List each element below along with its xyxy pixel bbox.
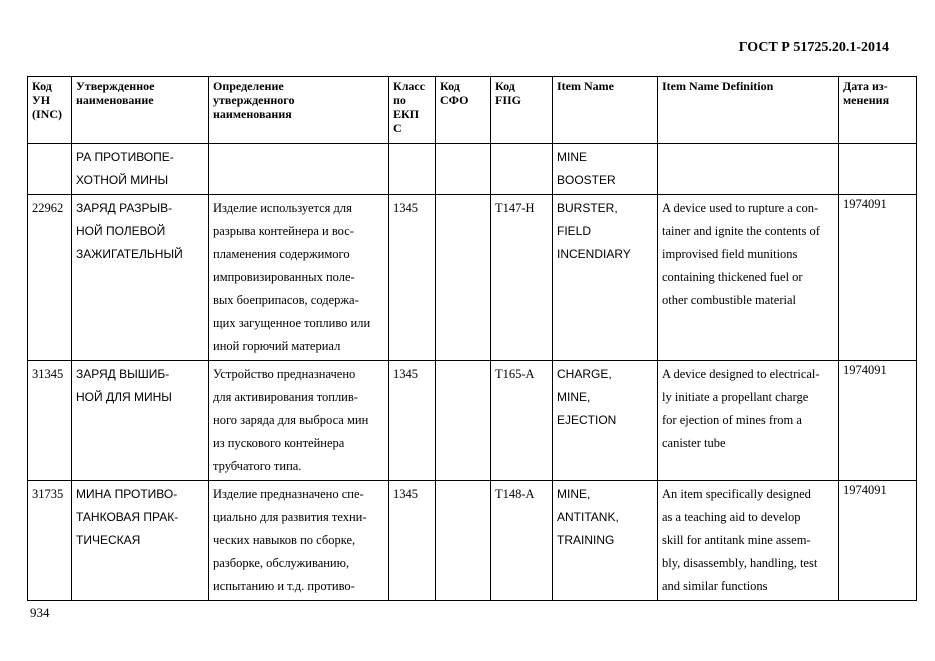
header-text-line: наименования — [213, 107, 292, 121]
header-text-line: Код — [32, 79, 52, 93]
page-number: 934 — [30, 605, 50, 620]
text-line: иной горючий материал — [213, 339, 341, 353]
header-text-line: Код — [495, 79, 515, 93]
cell-approved-name — [72, 481, 209, 601]
col-header-inc — [28, 77, 72, 144]
table-row — [28, 481, 917, 601]
text-line: Изделие используется для — [213, 201, 352, 215]
cell-definition — [209, 195, 389, 361]
cell-item-def — [658, 481, 839, 601]
col-header-item-name — [553, 77, 658, 144]
col-header-sfo — [436, 77, 491, 144]
header-text-line: наименование — [76, 93, 154, 107]
text-line: ТИЧЕСКАЯ — [76, 533, 141, 547]
cell-sfo — [436, 144, 491, 195]
header-text-line: Item Name — [557, 79, 614, 93]
text-line: разборке, обслуживанию, — [213, 556, 350, 570]
cell-value: 31735 — [32, 487, 64, 501]
header-text-line: С — [393, 121, 402, 135]
cell-value: 1974091 — [843, 483, 887, 497]
cell-value: 1974091 — [843, 363, 887, 377]
text-line: MINE — [557, 150, 587, 164]
text-line: TRAINING — [557, 533, 615, 547]
text-line: MINE, — [557, 390, 591, 404]
text-line: Изделие предназначено спе- — [213, 487, 364, 501]
text-line: испытанию и т.д. противо- — [213, 579, 355, 593]
text-line: and similar functions — [662, 579, 768, 593]
text-line: ного заряда для выброса мин — [213, 413, 369, 427]
table-row — [28, 144, 917, 195]
text-line: skill for antitank mine assem- — [662, 533, 811, 547]
cell-class — [389, 195, 436, 361]
text-line: BOOSTER — [557, 173, 616, 187]
header-text-line: FIIG — [495, 93, 522, 107]
header-text-line: СФО — [440, 93, 469, 107]
text-line: MINE, — [557, 487, 591, 501]
header-text-line: ЕКП — [393, 107, 420, 121]
text-line: пламенения содержимого — [213, 247, 350, 261]
text-line: canister tube — [662, 436, 726, 450]
cell-fiig — [491, 195, 553, 361]
cell-fiig — [491, 481, 553, 601]
cell-value: T147-H — [495, 201, 535, 215]
cell-definition — [209, 144, 389, 195]
text-line: Устройство предназначено — [213, 367, 356, 381]
text-line: An item specifically designed — [662, 487, 811, 501]
cell-fiig — [491, 361, 553, 481]
cell-item-def — [658, 195, 839, 361]
col-header-item-def — [658, 77, 839, 144]
text-line: ческих навыков по сборке, — [213, 533, 356, 547]
cell-class — [389, 361, 436, 481]
header-text-line: Item Name Definition — [662, 79, 774, 93]
cell-inc — [28, 361, 72, 481]
text-line: вых боеприпасов, содержа- — [213, 293, 359, 307]
cell-value: 31345 — [32, 367, 64, 381]
header-text-line: утвержденного — [213, 93, 295, 107]
text-line: containing thickened fuel or — [662, 270, 803, 284]
text-line: FIELD — [557, 224, 592, 238]
col-header-date — [839, 77, 917, 144]
header-text-line: Код — [440, 79, 460, 93]
cell-item-def — [658, 144, 839, 195]
cell-item-name — [553, 195, 658, 361]
cell-inc — [28, 144, 72, 195]
col-header-approved-name — [72, 77, 209, 144]
cell-class — [389, 481, 436, 601]
text-line: РА ПРОТИВОПЕ- — [76, 150, 174, 164]
cell-date — [839, 144, 917, 195]
text-line: CHARGE, — [557, 367, 612, 381]
cell-sfo — [436, 481, 491, 601]
cell-approved-name — [72, 361, 209, 481]
text-line: for ejection of mines from a — [662, 413, 802, 427]
header-text-line: Дата из- — [843, 79, 888, 93]
cell-date — [839, 361, 917, 481]
text-line: из пускового контейнера — [213, 436, 345, 450]
text-line: ЗАРЯД РАЗРЫВ- — [76, 201, 173, 215]
text-line: other combustible material — [662, 293, 796, 307]
cell-inc — [28, 195, 72, 361]
text-line: A device used to rupture a con- — [662, 201, 819, 215]
text-line: щих загущенное топливо или — [213, 316, 371, 330]
cell-value: T165-A — [495, 367, 535, 381]
cell-value: 22962 — [32, 201, 64, 215]
text-line: разрыва контейнера и вос- — [213, 224, 354, 238]
header-text-line: Определение — [213, 79, 284, 93]
cell-date — [839, 481, 917, 601]
header-text-line: Класс — [393, 79, 426, 93]
text-line: МИНА ПРОТИВО- — [76, 487, 178, 501]
cell-fiig — [491, 144, 553, 195]
text-line: EJECTION — [557, 413, 617, 427]
cell-inc — [28, 481, 72, 601]
header-text-line: (INC) — [32, 107, 62, 121]
cell-definition — [209, 361, 389, 481]
text-line: tainer and ignite the contents of — [662, 224, 820, 238]
text-line: ANTITANK, — [557, 510, 619, 524]
cell-item-def — [658, 361, 839, 481]
header-text-line: по — [393, 93, 406, 107]
table-body — [28, 144, 917, 601]
header-text-line: менения — [843, 93, 890, 107]
header-text-line: УН — [32, 93, 51, 107]
cell-value: 1974091 — [843, 197, 887, 211]
cell-item-name — [553, 361, 658, 481]
text-line: ЗАЖИГАТЕЛЬНЫЙ — [76, 247, 183, 261]
table-row — [28, 361, 917, 481]
text-line: improvised field munitions — [662, 247, 798, 261]
cell-approved-name — [72, 144, 209, 195]
text-line: для активирования топлив- — [213, 390, 358, 404]
text-line: ХОТНОЙ МИНЫ — [76, 173, 169, 187]
cell-definition — [209, 481, 389, 601]
text-line: НОЙ ПОЛЕВОЙ — [76, 224, 166, 238]
cell-sfo — [436, 195, 491, 361]
col-header-fiig — [491, 77, 553, 144]
col-header-class — [389, 77, 436, 144]
cell-value: 1345 — [393, 367, 418, 381]
cell-item-name — [553, 481, 658, 601]
text-line: трубчатого типа. — [213, 459, 302, 473]
text-line: A device designed to electrical- — [662, 367, 820, 381]
table-row — [28, 195, 917, 361]
table-header-row — [28, 77, 917, 144]
catalog-table — [27, 76, 917, 601]
cell-date — [839, 195, 917, 361]
cell-item-name — [553, 144, 658, 195]
col-header-definition — [209, 77, 389, 144]
text-line: импровизированных поле- — [213, 270, 355, 284]
cell-class — [389, 144, 436, 195]
document-id-header: ГОСТ Р 51725.20.1-2014 — [738, 40, 889, 55]
header-text-line: Утвержденное — [76, 79, 155, 93]
cell-value: 1345 — [393, 487, 418, 501]
text-line: BURSTER, — [557, 201, 618, 215]
cell-approved-name — [72, 195, 209, 361]
text-line: bly, disassembly, handling, test — [662, 556, 818, 570]
text-line: INCENDIARY — [557, 247, 631, 261]
text-line: ТАНКОВАЯ ПРАК- — [76, 510, 179, 524]
text-line: ly initiate a propellant charge — [662, 390, 809, 404]
cell-value: T148-A — [495, 487, 535, 501]
text-line: ЗАРЯД ВЫШИБ- — [76, 367, 170, 381]
text-line: НОЙ ДЛЯ МИНЫ — [76, 390, 172, 404]
cell-sfo — [436, 361, 491, 481]
text-line: as a teaching aid to develop — [662, 510, 801, 524]
text-line: циально для развития техни- — [213, 510, 367, 524]
cell-value: 1345 — [393, 201, 418, 215]
